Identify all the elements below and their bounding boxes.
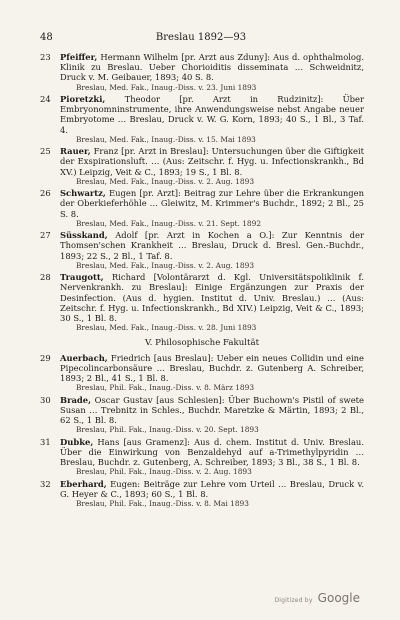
- entry-description: Friedrich [aus Breslau]: Ueber ein neues Collidin und eine Pipecolincarbonsäure … Breslau, Buchdr. z. Gutenberg A. Schreiber, 1893; 2 Bl., 41 S., 1 Bl. 8.: [60, 352, 364, 384]
- bibliography-entry: [40, 94, 364, 144]
- entry-description: Theodor [pr. Arzt in Rudzinitz]: Über Embryonomninstrumente, ihre Anwendungsweise nebst Angabe neuer Embryotome … Breslau, Druck v. W. G. Korn, 1893; 40 S., 1 Bl., 3 Taf. 4.: [60, 94, 364, 135]
- entry-number: 27: [40, 230, 51, 241]
- bibliography-entry: [40, 479, 364, 509]
- entry-author: Pfeiffer,: [60, 52, 98, 62]
- entry-text: [60, 272, 364, 323]
- bibliography-entry: [40, 437, 364, 477]
- entry-author: Eberhard,: [60, 478, 107, 489]
- entry-note: Breslau, Med. Fak., Inaug.-Diss. v. 2. Aug. 1893: [76, 176, 255, 186]
- entry-description: Adolf [pr. Arzt in Kochen a O.]: Zur Kenntnis der Thomsen'schen Krankheit … Breslau, Druck d. Bresl. Gen.-Buchdr., 1893; 22 S., 2 Bl., 1 Taf. 8.: [60, 230, 364, 261]
- running-title: Breslau 1892—93: [155, 32, 247, 43]
- entry-number: 29: [40, 352, 51, 363]
- entry-description: Oscar Gustav [aus Schlesien]: Über Buchown's Pistil of swete Susan … Trebnitz in Schles., Buchdr. Maretzke & Märtin, 1893; 2 Bl., 62 S., 1 Bl. 8.: [60, 394, 364, 426]
- page-number: 48: [40, 32, 53, 43]
- entry-author: Brade,: [60, 394, 92, 405]
- bibliography-entry: [40, 230, 364, 270]
- entry-author: Traugott,: [60, 272, 104, 283]
- entry-number: 23: [40, 52, 51, 62]
- entry-description: Richard [Volontärarzt d. Kgl. Universitätspoliklinik f. Nervenkrankh. zu Breslau]: Einige Ergänzungen zur Praxis der Desinfection. (Aus d. hygien. Institut d. Univ. Breslau.) … (Aus: Zeitschr. f. Hyg. u. Infectionskrankh., Bd XIV.) Leipzig, Veit & C., 1893; 30 S., 1 Bl. 8.: [60, 272, 364, 324]
- page-header: [40, 32, 362, 46]
- bibliography-entry: [40, 188, 364, 228]
- entry-number: 24: [40, 94, 51, 105]
- entry-author: Schwartz,: [60, 188, 106, 199]
- entry-text: [60, 146, 364, 177]
- entry-list-philosophical: [40, 353, 364, 509]
- bibliography-entry: [40, 272, 364, 332]
- google-logo: Google: [317, 591, 360, 605]
- bibliography-entry: [40, 52, 364, 92]
- entry-note: Breslau, Phil. Fak., Inaug.-Diss. v. 8. März 1893: [76, 383, 255, 393]
- section-heading: V. Philosophische Fakultät: [144, 337, 260, 348]
- entry-text: [60, 188, 364, 219]
- digitized-by-text: Digitized by: [274, 597, 313, 604]
- bibliography-entry: [40, 395, 364, 435]
- entry-text: [60, 479, 364, 499]
- entry-list-medical: [40, 52, 364, 333]
- entry-note: Breslau, Med. Fak., Inaug.-Diss. v. 2. Aug. 1893: [76, 260, 255, 270]
- entry-note: Breslau, Phil. Fak., Inaug.-Diss. v. 20. Sept. 1893: [76, 425, 259, 435]
- digitization-watermark: [274, 587, 360, 606]
- bibliography-entry: [40, 353, 364, 393]
- entry-description: Eugen [pr. Arzt]: Beitrag zur Lehre über die Erkrankungen der Oberkieferhöhle … Gleiwitz, M. Krimmer's Buchdr., 1892; 2 Bl., 25 S. 8.: [60, 188, 364, 219]
- entry-text: [60, 94, 364, 135]
- entry-author: Auerbach,: [60, 352, 108, 363]
- entry-note: Breslau, Med. Fak., Inaug.-Diss. v. 21. Sept. 1892: [76, 218, 262, 228]
- entry-text: [60, 395, 364, 426]
- entry-text: [60, 230, 364, 261]
- entry-number: 30: [40, 394, 51, 405]
- entry-note: Breslau, Phil. Fak., Inaug.-Diss. v. 8. Mai 1893: [76, 499, 249, 509]
- entry-text: [60, 437, 364, 468]
- entry-number: 31: [40, 436, 51, 447]
- entry-number: 26: [40, 188, 51, 199]
- entry-note: Breslau, Med. Fak., Inaug.-Diss. v. 23. Juni 1893: [76, 82, 257, 92]
- entry-description: Eugen: Beiträge zur Lehre vom Urteil … Breslau, Druck v. G. Heyer & C., 1893; 60 S., 1 Bl. 8.: [60, 478, 364, 499]
- entry-note: Breslau, Med. Fak., Inaug.-Diss. v. 15. Mai 1893: [76, 134, 256, 144]
- entry-text: [60, 52, 364, 83]
- entry-number: 25: [40, 146, 51, 157]
- bibliography-entry: [40, 146, 364, 186]
- entry-description: Hans [aus Gramenz]: Aus d. chem. Institut d. Univ. Breslau. Über die Einwirkung von Benzaldehyd auf a-Trimethylpyridin … Breslau, Buchdr. z. Gutenberg, A. Schreiber, 1893; 3 Bl., 38 S., 1 Bl. 8.: [60, 436, 364, 468]
- entry-author: Süsskand,: [60, 230, 108, 241]
- entry-number: 28: [40, 272, 51, 283]
- page-body: [40, 52, 364, 511]
- entry-author: Pioretzki,: [60, 94, 106, 105]
- entry-description: Franz [pr. Arzt in Breslau]: Untersuchungen über die Giftigkeit der Exspirationsluft. … (Aus: Zeitschr. f. Hyg. u. Infectionskrankh., Bd XV.) Leipzig, Veit & C., 1893; 19 S., 1 Bl. 8.: [60, 146, 364, 177]
- entry-text: [60, 353, 364, 384]
- entry-author: Rauer,: [60, 146, 91, 157]
- entry-number: 32: [40, 478, 51, 489]
- entry-description: Hermann Wilhelm [pr. Arzt aus Zduny]: Aus d. ophthalmolog. Klinik zu Breslau. Ueber Chorioiditis disseminata … Schweidnitz, Druck v. M. Geibauer, 1893; 40 S. 8.: [60, 52, 364, 83]
- entry-author: Dubke,: [60, 436, 94, 447]
- entry-note: Breslau, Phil. Fak., Inaug.-Diss. v. 2. Aug. 1893: [76, 467, 252, 477]
- entry-note: Breslau, Med. Fak., Inaug.-Diss. v. 28. Juni 1893: [76, 323, 257, 333]
